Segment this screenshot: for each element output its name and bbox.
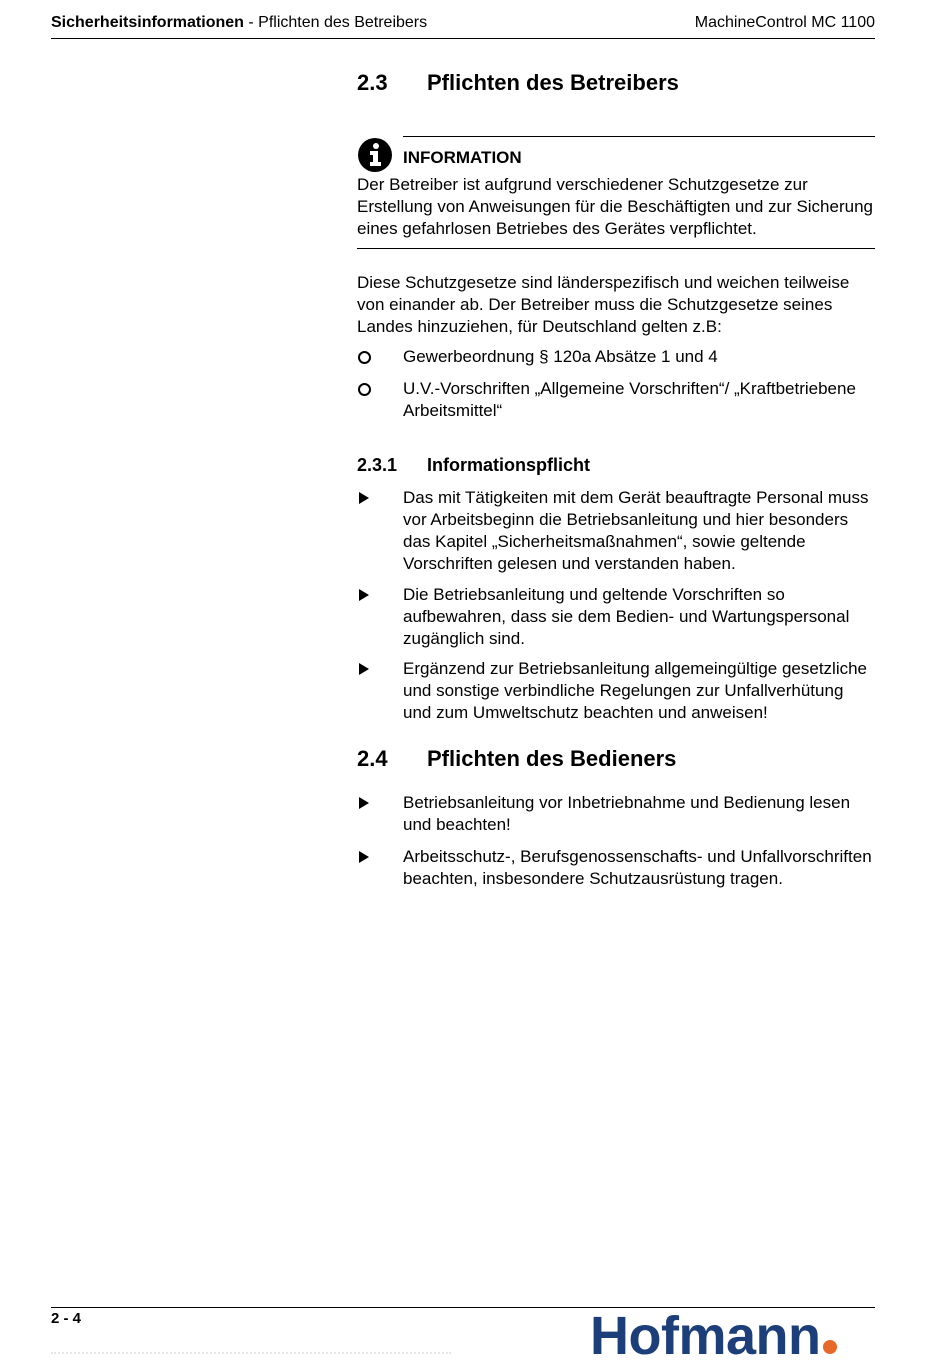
header-section: Sicherheitsinformationen [51, 14, 244, 31]
list-item-text: Betriebsanleitung vor Inbetriebnahme und Bedienung lesen und beachten! [403, 793, 851, 834]
header-subsection: - Pflichten des Betreibers [243, 14, 428, 31]
heading-title: Pflichten des Bedieners [427, 746, 677, 771]
footer-faint-line [51, 1352, 451, 1358]
heading-title: Pflichten des Betreibers [427, 70, 679, 95]
info-top-rule [403, 136, 875, 137]
circle-bullet-icon [358, 351, 371, 364]
list-item-text: Die Betriebsanleitung und geltende Vorschriften so aufbewahren, dass sie dem Bedien- und Wartungspersonal zugänglich sind. [403, 585, 850, 648]
header-left [51, 14, 427, 32]
triangle-bullet-icon [359, 663, 369, 675]
page-number: 2 - 4 [51, 1310, 82, 1327]
info-text: Der Betreiber ist aufgrund verschiedener Schutzgesetze zur Erstellung von Anweisungen für die Beschäftigten und zur Sicherung eines gefahrlosen Betriebes des Gerätes verpflichtet. [357, 175, 873, 238]
logo-dot [823, 1340, 837, 1354]
info-label: INFORMATION [403, 148, 522, 167]
triangle-bullet-icon [359, 589, 369, 601]
page-header [51, 12, 875, 39]
list-item-text: Arbeitsschutz-, Berufsgenossenschafts- und Unfallvorschriften beachten, insbesondere Schutzausrüstung tragen. [403, 847, 872, 888]
heading-number: 2.3 [357, 70, 388, 95]
heading-title: Informationspflicht [427, 455, 590, 475]
info-bottom-rule [357, 248, 875, 249]
heading-number: 2.4 [357, 746, 388, 771]
list-item-text: Das mit Tätigkeiten mit dem Gerät beauftragte Personal muss vor Arbeitsbeginn die Betriebsanleitung und hier besonders das Kapitel „Sicherheitsmaßnahmen“, sowie geltende Vorschriften gelesen und verstanden haben. [403, 488, 869, 573]
triangle-bullet-icon [359, 492, 369, 504]
logo-text: Hofmann [590, 1306, 821, 1366]
info-icon [357, 137, 393, 173]
triangle-bullet-icon [359, 797, 369, 809]
header-product: MachineControl MC 1100 [694, 14, 875, 31]
triangle-bullet-icon [359, 851, 369, 863]
list-item-text: Ergänzend zur Betriebsanleitung allgemeingültige gesetzliche und sonstige verbindliche Regelungen zur Unfallverhütung und zum Umweltschutz beachten und anweisen! [403, 659, 868, 722]
intro-paragraph: Diese Schutzgesetze sind länderspezifisch und weichen teilweise von einander ab. Der Betreiber muss die Schutzgesetze seines Landes hinzuziehen, für Deutschland gelten z.B: [357, 273, 850, 336]
heading-number: 2.3.1 [357, 455, 398, 475]
circle-bullet-icon [358, 383, 371, 396]
list-item-text: Gewerbeordnung § 120a Absätze 1 und 4 [403, 347, 718, 366]
list-item-text: U.V.-Vorschriften „Allgemeine Vorschriften“/ „Kraftbetriebene Arbeitsmittel“ [403, 379, 856, 420]
hofmann-logo [590, 1306, 837, 1366]
